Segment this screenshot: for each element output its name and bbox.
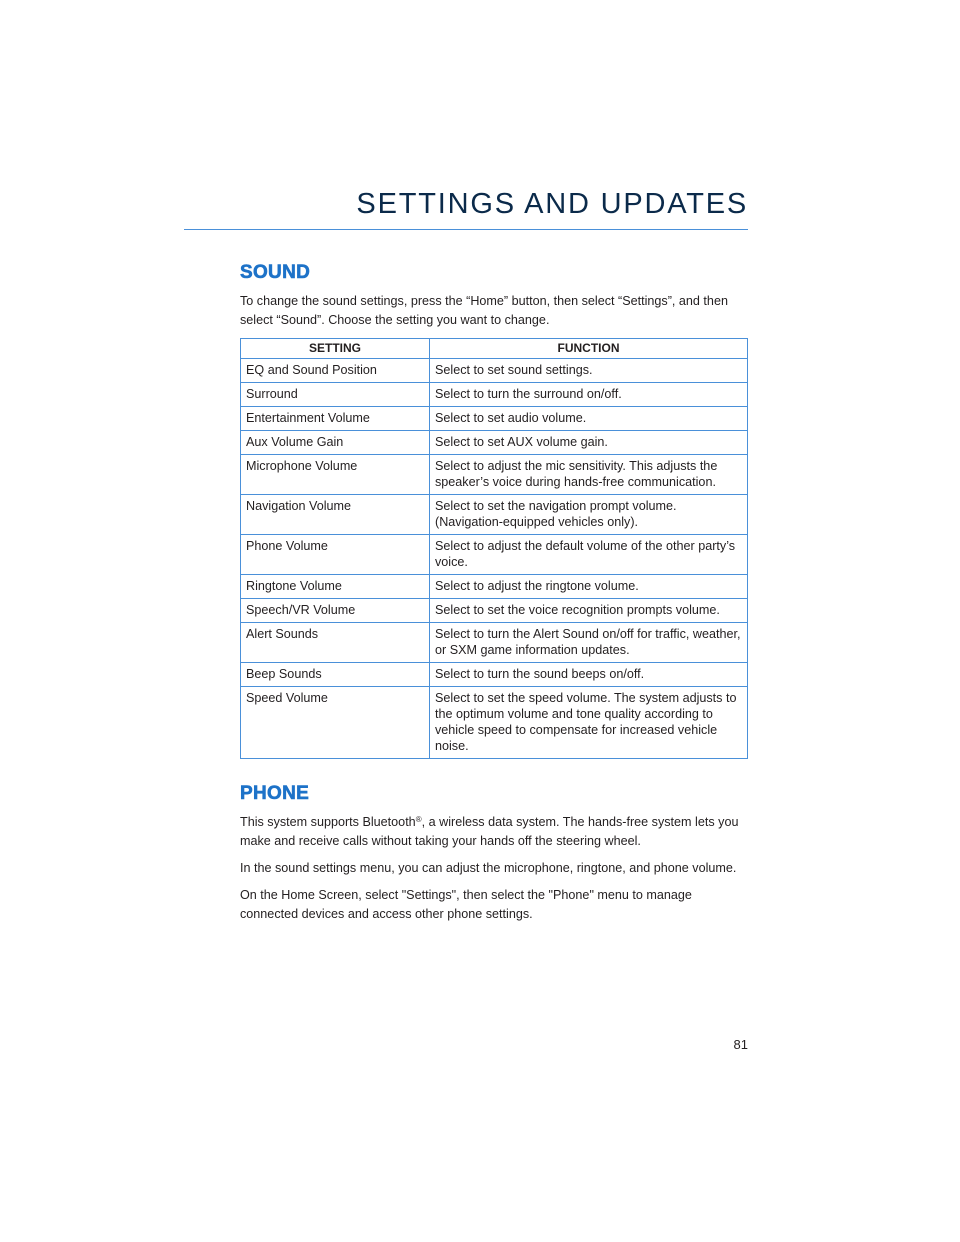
- function-cell: Select to adjust the default volume of the other party’s voice.: [430, 535, 748, 575]
- setting-cell: Ringtone Volume: [241, 575, 430, 599]
- column-header-function: FUNCTION: [430, 339, 748, 359]
- page-content: [240, 262, 748, 932]
- bluetooth-text: This system supports Bluetooth: [240, 815, 416, 829]
- table-row: [241, 495, 748, 535]
- setting-cell: Beep Sounds: [241, 663, 430, 687]
- table-row: [241, 687, 748, 759]
- function-cell: Select to set AUX volume gain.: [430, 431, 748, 455]
- phone-section: [240, 783, 748, 924]
- phone-paragraph-volume: In the sound settings menu, you can adjust the microphone, ringtone, and phone volume.: [240, 861, 737, 875]
- column-header-setting: SETTING: [241, 339, 430, 359]
- sound-intro-paragraph: To change the sound settings, press the “Home” button, then select “Settings”, and then select “Sound”. Choose the setting you want to change.: [240, 294, 728, 327]
- table-row: [241, 599, 748, 623]
- page-section-title: SETTINGS AND UPDATES: [356, 188, 748, 220]
- table-row: [241, 359, 748, 383]
- sound-settings-table: [240, 338, 748, 759]
- function-cell: Select to set sound settings.: [430, 359, 748, 383]
- table-row: [241, 407, 748, 431]
- function-cell: Select to set the speed volume. The system adjusts to the optimum volume and tone quality according to vehicle speed to compensate for increased vehicle noise.: [430, 687, 748, 759]
- table-row: [241, 575, 748, 599]
- phone-paragraph-bluetooth: [240, 813, 748, 851]
- table-row: [241, 431, 748, 455]
- table-row: [241, 383, 748, 407]
- function-cell: Select to set audio volume.: [430, 407, 748, 431]
- setting-cell: Entertainment Volume: [241, 407, 430, 431]
- function-cell: Select to turn the Alert Sound on/off for traffic, weather, or SXM game information updates.: [430, 623, 748, 663]
- function-cell: Select to turn the sound beeps on/off.: [430, 663, 748, 687]
- setting-cell: EQ and Sound Position: [241, 359, 430, 383]
- table-row: [241, 455, 748, 495]
- table-row: [241, 663, 748, 687]
- registered-mark: ®: [415, 815, 422, 824]
- function-cell: Select to set the navigation prompt volume. (Navigation-equipped vehicles only).: [430, 495, 748, 535]
- phone-paragraph-home-screen: On the Home Screen, select "Settings", then select the "Phone" menu to manage connected devices and access other phone settings.: [240, 888, 692, 921]
- setting-cell: Phone Volume: [241, 535, 430, 575]
- sound-heading: SOUND: [240, 262, 311, 283]
- setting-cell: Alert Sounds: [241, 623, 430, 663]
- setting-cell: Microphone Volume: [241, 455, 430, 495]
- setting-cell: Navigation Volume: [241, 495, 430, 535]
- header-divider: [184, 229, 748, 230]
- function-cell: Select to turn the surround on/off.: [430, 383, 748, 407]
- setting-cell: Speed Volume: [241, 687, 430, 759]
- page-number: 81: [733, 1037, 748, 1052]
- table-header-row: [241, 339, 748, 359]
- phone-heading: PHONE: [240, 783, 310, 804]
- setting-cell: Speech/VR Volume: [241, 599, 430, 623]
- function-cell: Select to set the voice recognition prompts volume.: [430, 599, 748, 623]
- function-cell: Select to adjust the mic sensitivity. This adjusts the speaker’s voice during hands-free communication.: [430, 455, 748, 495]
- setting-cell: Surround: [241, 383, 430, 407]
- bluetooth-text-continued: , a wireless data system. The hands-free system lets you make and receive calls without taking your hands off the steering wheel.: [240, 815, 739, 848]
- function-cell: Select to adjust the ringtone volume.: [430, 575, 748, 599]
- table-row: [241, 535, 748, 575]
- setting-cell: Aux Volume Gain: [241, 431, 430, 455]
- table-row: [241, 623, 748, 663]
